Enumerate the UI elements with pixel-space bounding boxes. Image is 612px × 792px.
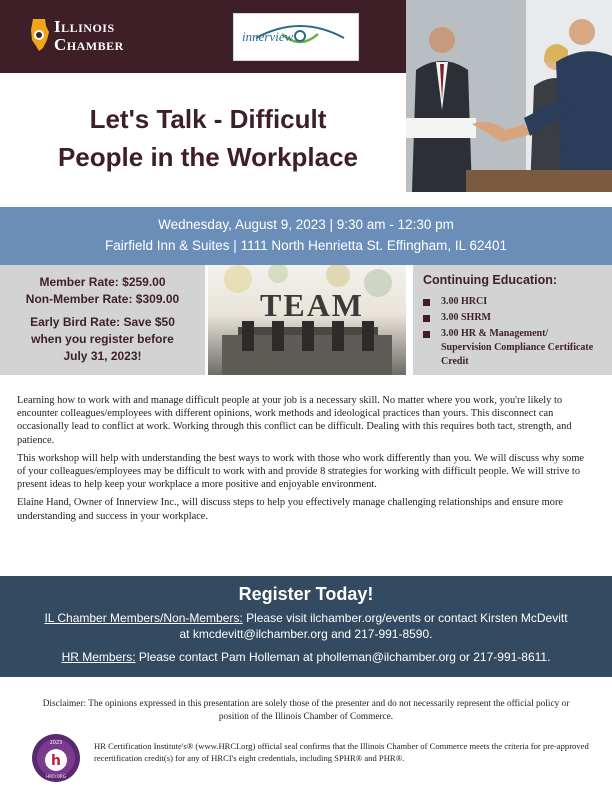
register-heading: Register Today! (238, 584, 374, 604)
illinois-chamber-logo (28, 14, 158, 58)
event-location: Fairfield Inn & Suites | 1111 North Henrietta St. Effingham, IL 62401 (105, 238, 507, 253)
rates-panel (0, 265, 205, 375)
page-title (20, 100, 396, 176)
description-paragraph-2: This workshop will help with understanding the best ways to work with those who work differently than you. We will discuss why some of your colleagues/employees may be difficult to work with and provide 8 strategies for working with difficult people. We will strive to present ideas to help keep your workplace a more positive and enjoyable environment. (17, 452, 585, 491)
ce-list (423, 295, 612, 369)
innerview-logo (233, 13, 359, 61)
square-bullet-icon (423, 299, 430, 306)
partner-logo-text: innerview (242, 29, 294, 44)
description-paragraph-3: Elaine Hand, Owner of Innerview Inc., will discuss steps to help you effectively manage challenging relationships and ensure more understanding and success in your workplace. (17, 497, 564, 522)
register-members-label: IL Chamber Members/Non-Members: (44, 611, 243, 625)
square-bullet-icon (423, 331, 430, 338)
illinois-state-icon (30, 18, 50, 52)
continuing-education-panel (413, 265, 612, 375)
register-members-info (0, 610, 612, 642)
ce-item: 3.00 HR & Management/ Supervision Compliance Certificate Credit (423, 327, 612, 369)
description-paragraph-1: Learning how to work with and manage difficult people at your job is a necessary skill. No matter where you work, you're likely to encounter colleagues/employees with different opinions, work methods and ideological practices than yours. This disconnect can occasionally lead to conflict at work. Working through this conflict can be difficult. Dealing with this requires both tact, strength, and patience. (17, 395, 572, 446)
business-people-image (406, 0, 612, 192)
team-meeting-image (208, 265, 406, 375)
org-name-line2: Chamber (54, 35, 124, 54)
svg-text:HRCI.ORG: HRCI.ORG (46, 774, 66, 779)
org-name (54, 18, 124, 54)
non-member-rate: Non-Member Rate: $309.00 (25, 292, 180, 306)
square-bullet-icon (423, 315, 430, 322)
ce-item: 3.00 SHRM (423, 311, 612, 325)
register-hr-label: HR Members: (61, 650, 136, 664)
header-band (0, 0, 406, 73)
team-word: TEAM (260, 287, 364, 323)
svg-text:2023: 2023 (49, 740, 63, 746)
svg-text:h: h (51, 753, 61, 769)
ce-item: 3.00 HRCI (423, 295, 612, 309)
title-line2: People in the Workplace (57, 142, 359, 172)
early-bird-line2: when you register before (31, 332, 174, 346)
member-rate: Member Rate: $259.00 (39, 275, 166, 289)
disclaimer: Disclaimer: The opinions expressed in this presentation are solely those of the presenter and do not necessarily represent the official policy or position of the Illinois Chamber of Commerce. (42, 699, 570, 722)
early-bird-line3: July 31, 2023! (63, 349, 142, 363)
hrci-seal-icon (31, 733, 81, 783)
register-hr-info (0, 649, 612, 665)
register-hr-text: Please contact Pam Holleman at pholleman@ilchamber.org or 217-991-8611. (135, 650, 551, 664)
title-line1: Let's Talk - Difficult (89, 104, 327, 134)
register-band (0, 576, 612, 677)
hrci-statement: HR Certification Institute's® (www.HRCI.org) official seal confirms that the Illinois Chamber of Commerce meets the criteria for pre-approved recertification credit(s) for any of HRCI's eight credentials, including SPHR® and PHR®. (94, 741, 589, 763)
register-members-text: Please visit ilchamber.org/events or contact Kirsten McDevitt at kmcdevitt@ilchamber.org and 217-991-8590. (179, 611, 568, 641)
description-body (17, 394, 593, 528)
ce-heading: Continuing Education: (423, 273, 558, 287)
handshake-photo (406, 0, 612, 192)
early-bird-line1: Early Bird Rate: Save $50 (30, 315, 175, 329)
event-date-time: Wednesday, August 9, 2023 | 9:30 am - 12:30 pm (158, 217, 454, 232)
org-name-line1: Illinois (54, 17, 115, 36)
event-info-band (0, 207, 612, 265)
ce-item-sub: Supervision Compliance Certificate Credit (441, 342, 594, 367)
